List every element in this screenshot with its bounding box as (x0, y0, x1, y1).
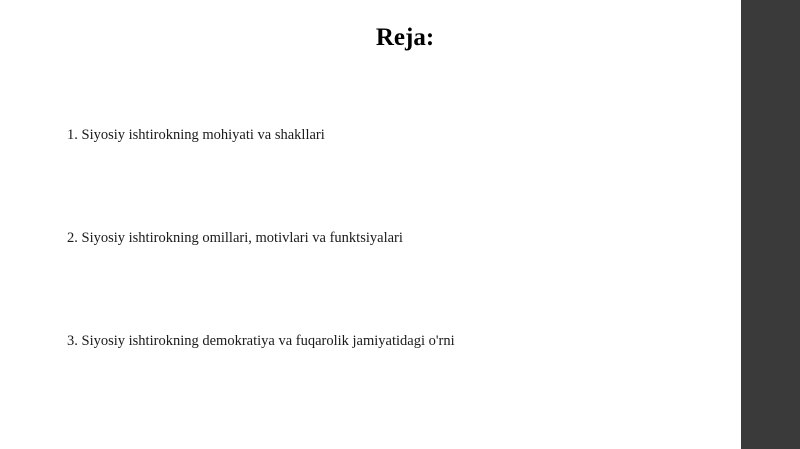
slide-title: Reja: (375, 24, 435, 51)
plan-item-2: 2. Siyosiy ishtirokning omillari, motivlari va funktsiyalari (67, 230, 403, 246)
plan-item-3: 3. Siyosiy ishtirokning demokratiya va fuqarolik jamiyatidagi o'rni (67, 333, 455, 349)
side-panel (741, 0, 800, 449)
plan-item-1: 1. Siyosiy ishtirokning mohiyati va shakllari (67, 127, 325, 143)
